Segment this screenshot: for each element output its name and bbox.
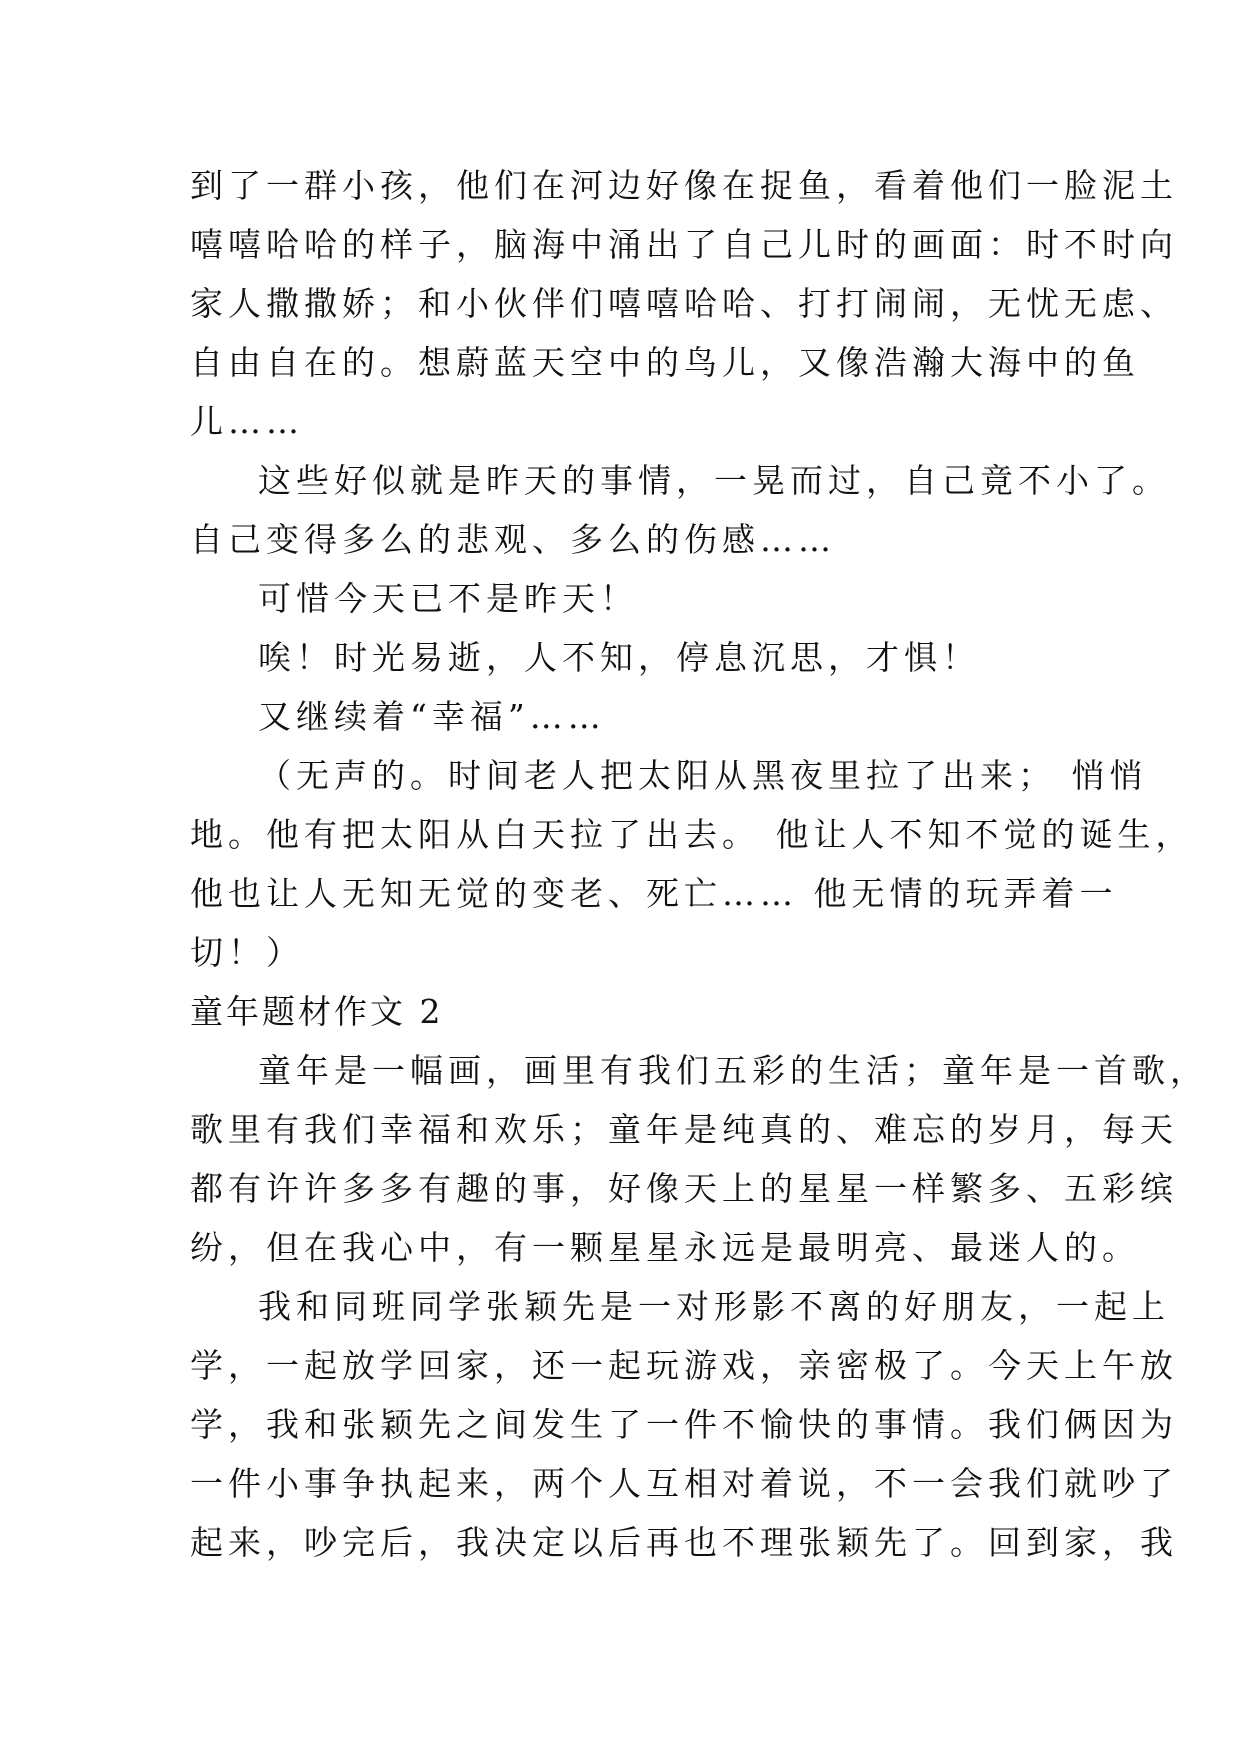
text-line: 地。他有把太阳从白天拉了出去。 他让人不知不觉的诞生， [190,815,1194,854]
text-line: 切！） [190,933,304,972]
text-line: 歌里有我们幸福和欢乐；童年是纯真的、难忘的岁月，每天 [190,1110,1178,1149]
text-line: 童年是一幅画，画里有我们五彩的生活；童年是一首歌， [258,1051,1208,1090]
text-line: 自己变得多么的悲观、多么的伤感…… [190,520,836,559]
text-line: （无声的。时间老人把太阳从黑夜里拉了出来； 悄悄 [258,756,1148,795]
text-line: 儿…… [190,402,304,441]
text-line: 嘻嘻哈哈的样子，脑海中涌出了自己儿时的画面：时不时向 [190,225,1178,264]
section-heading: 童年题材作文 2 [190,992,444,1031]
text-line: 又继续着“幸福”…… [258,697,606,736]
text-line: 自由自在的。想蔚蓝天空中的鸟儿，又像浩瀚大海中的鱼 [190,343,1140,382]
text-line: 唉！时光易逝，人不知，停息沉思，才惧！ [258,638,980,677]
text-line: 家人撒撒娇；和小伙伴们嘻嘻哈哈、打打闹闹，无忧无虑、 [190,284,1178,323]
text-line: 这些好似就是昨天的事情，一晃而过，自己竟不小了。 [258,461,1170,500]
text-line: 到了一群小孩，他们在河边好像在捉鱼，看着他们一脸泥土 [190,166,1178,205]
text-line: 他也让人无知无觉的变老、死亡…… 他无情的玩弄着一 [190,874,1118,913]
text-line: 都有许许多多有趣的事，好像天上的星星一样繁多、五彩缤 [190,1169,1178,1208]
text-line: 一件小事争执起来，两个人互相对着说，不一会我们就吵了 [190,1464,1178,1503]
document-page [190,156,1208,1572]
text-line: 学，一起放学回家，还一起玩游戏，亲密极了。今天上午放 [190,1346,1178,1385]
text-line: 起来，吵完后，我决定以后再也不理张颖先了。回到家，我 [190,1523,1178,1562]
text-line: 我和同班同学张颖先是一对形影不离的好朋友，一起上 [258,1287,1170,1326]
text-line: 纷，但在我心中，有一颗星星永远是最明亮、最迷人的。 [190,1228,1140,1267]
text-line: 可惜今天已不是昨天！ [258,579,638,618]
text-line: 学，我和张颖先之间发生了一件不愉快的事情。我们俩因为 [190,1405,1178,1444]
